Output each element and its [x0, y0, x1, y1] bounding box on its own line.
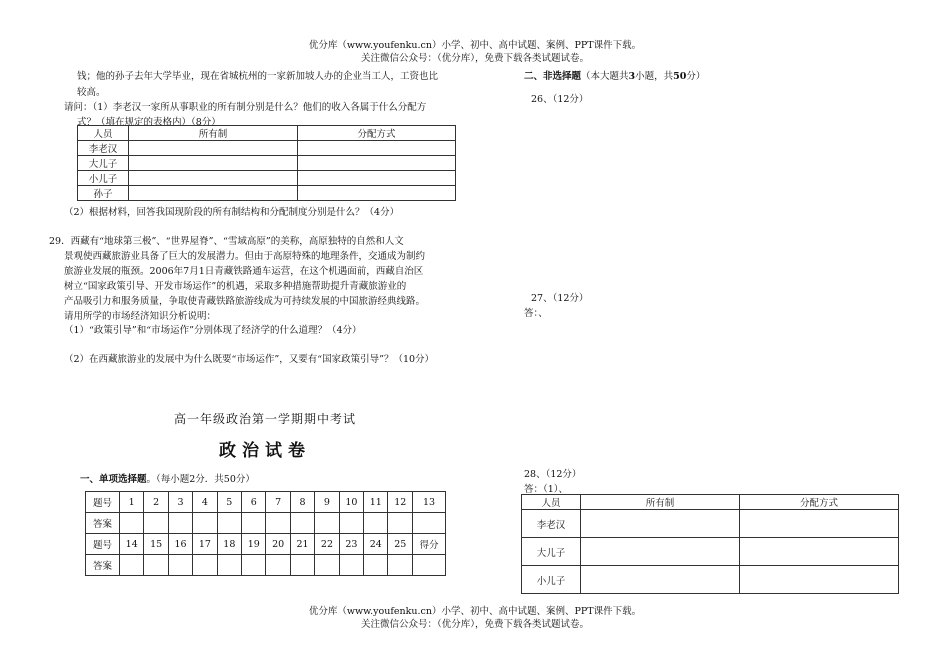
- section-2-heading: [524, 68, 705, 82]
- answer-grid: [85, 491, 446, 576]
- grid-label: 题号: [86, 492, 120, 513]
- section-2-label: 二、非选择题: [524, 71, 582, 82]
- answer-cell[interactable]: [266, 555, 290, 576]
- grid-number: 5: [217, 492, 241, 513]
- q29-line-1: 29．西藏有“地球第三极”、“世界屋脊”、“雪域高原”的美称，高原独特的自然和人文: [49, 236, 404, 247]
- answer-cell[interactable]: [581, 510, 740, 538]
- q29-part-1: （1）“政策引导”和“市场运作”分别体现了经济学的什么道理？（4分）: [64, 325, 362, 336]
- header-line-1: 优分库（www.youfenku.cn）小学、初中、高中试题、案例、PPT课件下载。: [308, 40, 642, 51]
- table-row-label: 李老汉: [522, 510, 581, 538]
- grid-number: 4: [193, 492, 217, 513]
- question-27: 27、（12分）: [531, 293, 589, 304]
- answer-cell[interactable]: [388, 513, 413, 534]
- header-line-2: 关注微信公众号：（优分库），免费下载各类试题试卷。: [360, 53, 589, 64]
- grid-number: 20: [266, 534, 290, 555]
- grid-number: 14: [120, 534, 144, 555]
- question-28: 28、（12分）: [524, 469, 582, 480]
- table-row-label: 小儿子: [78, 171, 129, 186]
- answer-cell[interactable]: [364, 513, 388, 534]
- answer-cell[interactable]: [193, 513, 217, 534]
- answer-cell[interactable]: [217, 555, 241, 576]
- question-26: 26、（12分）: [531, 94, 589, 105]
- grid-number: 21: [290, 534, 314, 555]
- answer-cell[interactable]: [168, 555, 192, 576]
- table-row-label: 大儿子: [522, 538, 581, 566]
- table-header-distribution: 分配方式: [298, 126, 456, 141]
- grid-number: 11: [364, 492, 388, 513]
- section-2-score: 50: [673, 71, 687, 82]
- answer-cell[interactable]: [144, 513, 168, 534]
- answer-cell[interactable]: [388, 555, 413, 576]
- answer-cell[interactable]: [144, 555, 168, 576]
- grid-number: 6: [242, 492, 266, 513]
- grid-label: 答案: [86, 555, 120, 576]
- answer-cell[interactable]: [413, 513, 446, 534]
- section-1-note: 。（每小题2分．共50分）: [146, 474, 255, 485]
- grid-number: 12: [388, 492, 413, 513]
- answer-cell[interactable]: [129, 156, 298, 171]
- answer-cell[interactable]: [339, 555, 363, 576]
- answer-cell[interactable]: [740, 566, 899, 594]
- table-header-ownership: 所有制: [129, 126, 298, 141]
- answer-cell[interactable]: [242, 513, 266, 534]
- table-row-label: 孙子: [78, 186, 129, 201]
- table-header-ownership: 所有制: [581, 495, 740, 510]
- answer-cell[interactable]: [298, 171, 456, 186]
- answer-cell[interactable]: [581, 566, 740, 594]
- grid-number: 2: [144, 492, 168, 513]
- section-1-heading: [80, 471, 255, 485]
- grid-number: 24: [364, 534, 388, 555]
- table-header-person: 人员: [78, 126, 129, 141]
- grid-number: 10: [339, 492, 363, 513]
- grid-number: 8: [290, 492, 314, 513]
- answer-cell[interactable]: [740, 510, 899, 538]
- grid-number: 17: [193, 534, 217, 555]
- answer-cell[interactable]: [193, 555, 217, 576]
- answer-cell[interactable]: [290, 555, 314, 576]
- intro-line-2: 较高。: [77, 87, 106, 98]
- question-1-line-2: 式？（填在规定的表格内）（8分）: [77, 117, 221, 128]
- footer-line-2: 关注微信公众号：（优分库），免费下载各类试题试卷。: [360, 619, 589, 630]
- grid-number: 23: [339, 534, 363, 555]
- grid-label: 题号: [86, 534, 120, 555]
- answer-cell[interactable]: [129, 141, 298, 156]
- grid-number: 7: [266, 492, 290, 513]
- grid-number: 1: [120, 492, 144, 513]
- grid-number: 19: [242, 534, 266, 555]
- grid-number: 18: [217, 534, 241, 555]
- answer-cell[interactable]: [364, 555, 388, 576]
- q29-line-3: 旅游业发展的瓶颈。2006年7月1日青藏铁路通车运营，在这个机遇面前，西藏自治区: [64, 266, 424, 277]
- answer-cell[interactable]: [168, 513, 192, 534]
- ownership-table-right: [521, 494, 899, 594]
- q29-line-6: 请用所学的市场经济知识分析说明：: [64, 311, 217, 322]
- answer-cell[interactable]: [339, 513, 363, 534]
- table-row-label: 李老汉: [78, 141, 129, 156]
- question-28-answer: 答：（1）、: [524, 484, 569, 495]
- ownership-table-left: [77, 125, 456, 201]
- section-2-count: 3: [628, 71, 636, 82]
- q29-part-2: （2）在西藏旅游业的发展中为什么既要“市场运作”，又要有“国家政策引导”？（10分）: [64, 354, 435, 365]
- answer-cell[interactable]: [298, 141, 456, 156]
- question-27-answer: 答：、: [524, 308, 548, 319]
- grid-number: 9: [315, 492, 339, 513]
- grid-number: 13: [413, 492, 446, 513]
- answer-cell[interactable]: [242, 555, 266, 576]
- answer-cell[interactable]: [129, 171, 298, 186]
- answer-cell[interactable]: [581, 538, 740, 566]
- section-2-end: 分）: [686, 71, 706, 82]
- grid-number: 16: [168, 534, 192, 555]
- section-1-label: 一、单项选择题: [80, 474, 147, 485]
- answer-cell[interactable]: [298, 186, 456, 201]
- answer-cell[interactable]: [740, 538, 899, 566]
- grid-number: 15: [144, 534, 168, 555]
- answer-cell[interactable]: [315, 513, 339, 534]
- table-row-label: 小儿子: [522, 566, 581, 594]
- grid-label: 答案: [86, 513, 120, 534]
- question-1-part-2: （2）根据材料，回答我国现阶段的所有制结构和分配制度分别是什么？（4分）: [64, 207, 400, 218]
- answer-cell[interactable]: [217, 513, 241, 534]
- table-header-person: 人员: [522, 495, 581, 510]
- answer-cell[interactable]: [298, 156, 456, 171]
- grid-score-label: 得分: [413, 534, 446, 555]
- intro-line-1: 钱；他的孙子去年大学毕业，现在省城杭州的一家新加坡人办的企业当工人，工资也比: [77, 71, 439, 82]
- answer-cell[interactable]: [129, 186, 298, 201]
- q29-line-2: 景观使西藏旅游业具备了巨大的发展潜力。但由于高原特殊的地理条件，交通成为制约: [64, 251, 426, 262]
- table-header-distribution: 分配方式: [740, 495, 899, 510]
- grid-number: 22: [315, 534, 339, 555]
- q29-line-4: 树立“国家政策引导、开发市场运作”的机遇，采取多种措施帮助提升青藏旅游业的: [64, 281, 407, 292]
- answer-cell[interactable]: [120, 513, 144, 534]
- answer-cell[interactable]: [266, 513, 290, 534]
- exam-title: 政治试卷: [219, 441, 311, 461]
- answer-cell[interactable]: [120, 555, 144, 576]
- table-row-label: 大儿子: [78, 156, 129, 171]
- question-1-line-1: 请问：（1）李老汉一家所从事职业的所有制分别是什么？他们的收入各属于什么分配方: [64, 102, 427, 113]
- section-2-note: （本大题共: [581, 71, 629, 82]
- q29-line-5: 产品吸引力和服务质量，争取使青藏铁路旅游线成为可持续发展的中国旅游经典线路。: [64, 296, 426, 307]
- answer-cell[interactable]: [413, 555, 446, 576]
- grid-number: 3: [168, 492, 192, 513]
- answer-cell[interactable]: [290, 513, 314, 534]
- answer-cell[interactable]: [315, 555, 339, 576]
- section-2-mid: 小题，共: [635, 71, 674, 82]
- grid-number: 25: [388, 534, 413, 555]
- footer-line-1: 优分库（www.youfenku.cn）小学、初中、高中试题、案例、PPT课件下载。: [308, 606, 642, 617]
- exam-subtitle: 高一年级政治第一学期期中考试: [173, 412, 356, 426]
